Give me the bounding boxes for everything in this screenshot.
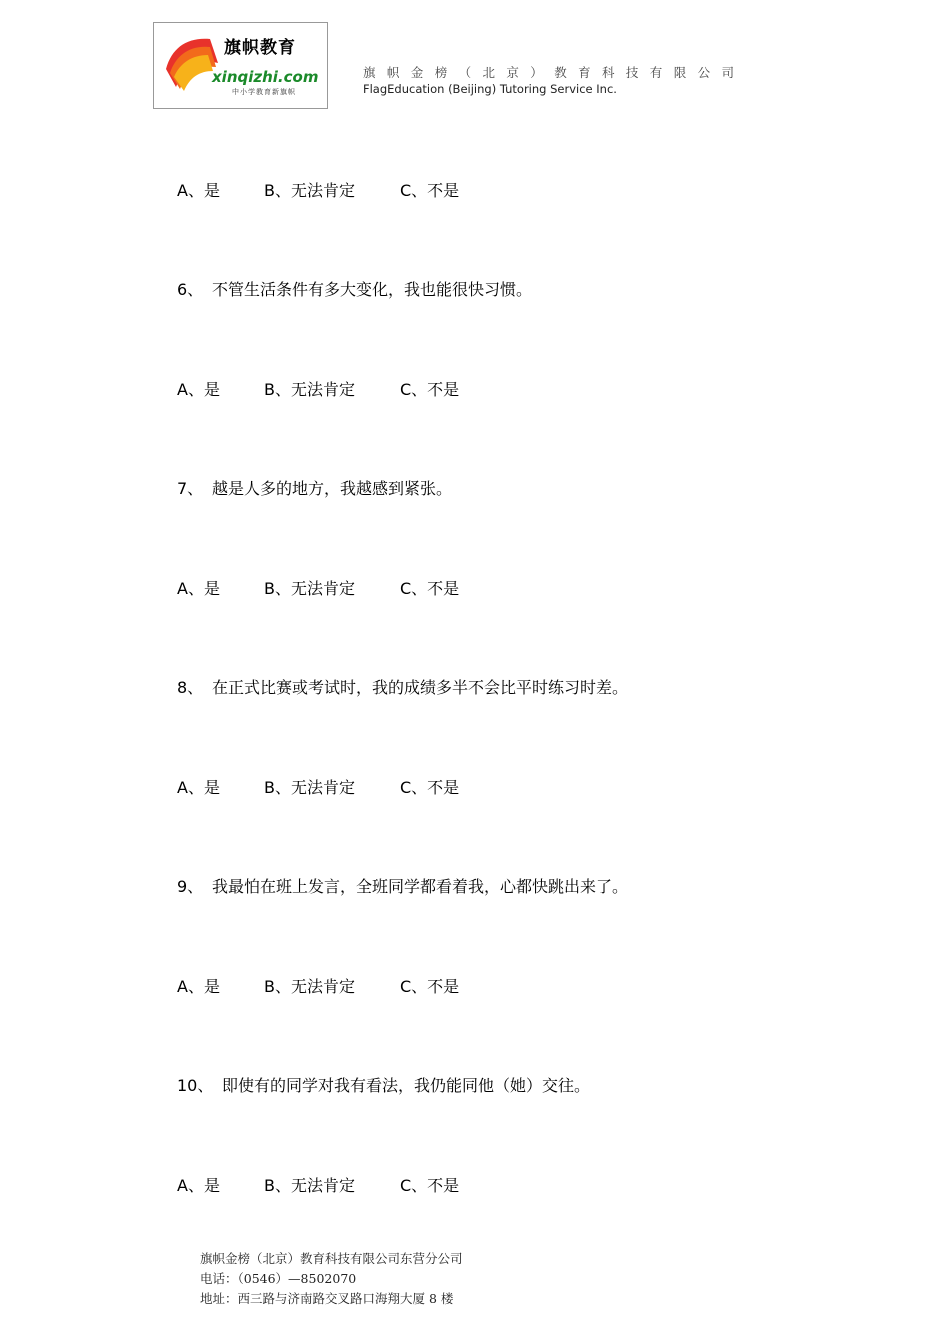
- question-text: 不管生活条件有多大变化，我也能很快习惯。: [212, 280, 533, 299]
- option-c: C、不是: [400, 181, 460, 200]
- option-c: C、不是: [400, 977, 460, 996]
- option-c: C、不是: [400, 380, 460, 399]
- option-c: C、不是: [400, 1176, 460, 1195]
- option-b: B、无法肯定: [264, 977, 355, 996]
- option-c: C、不是: [400, 778, 460, 797]
- option-b: B、无法肯定: [264, 1176, 355, 1195]
- option-b: B、无法肯定: [264, 380, 355, 399]
- option-a: A、是: [177, 380, 220, 399]
- company-name-cn: 旗帜金榜（北京）教育科技有限公司: [363, 65, 746, 80]
- option-a: A、是: [177, 579, 220, 598]
- question-number: 7、: [177, 479, 204, 498]
- option-a: A、是: [177, 1176, 220, 1195]
- question-item: [177, 675, 628, 698]
- question-text: 在正式比赛或考试时，我的成绩多半不会比平时练习时差。: [212, 678, 629, 697]
- question-text: 我最怕在班上发言，全班同学都看着我，心都快跳出来了。: [212, 877, 629, 896]
- footer-phone: 电话：（0546）—8502070: [200, 1271, 357, 1286]
- logo-brand-en: xinqizhi.com: [212, 68, 319, 86]
- question-item: [177, 874, 628, 897]
- footer-company: 旗帜金榜（北京）教育科技有限公司东营分公司: [200, 1251, 463, 1266]
- option-a: A、是: [177, 778, 220, 797]
- page-footer: [200, 1249, 463, 1309]
- question-text: 越是人多的地方，我越感到紧张。: [212, 479, 453, 498]
- question-number: 10、: [177, 1076, 214, 1095]
- option-b: B、无法肯定: [264, 579, 355, 598]
- question-number: 6、: [177, 280, 204, 299]
- question-number: 9、: [177, 877, 204, 896]
- option-b: B、无法肯定: [264, 181, 355, 200]
- flag-logo-icon: [158, 29, 228, 99]
- footer-address: 地址：西三路与济南路交叉路口海翔大厦 8 楼: [200, 1291, 454, 1306]
- question-item: [177, 277, 532, 300]
- question-item: [177, 1073, 590, 1096]
- question-item: [177, 476, 452, 499]
- company-logo: [153, 22, 328, 109]
- question-text: 即使有的同学对我有看法，我仍能同他（她）交往。: [222, 1076, 591, 1095]
- logo-slogan: 中小学教育新旗帜: [232, 88, 296, 96]
- option-a: A、是: [177, 977, 220, 996]
- question-number: 8、: [177, 678, 204, 697]
- option-c: C、不是: [400, 579, 460, 598]
- option-b: B、无法肯定: [264, 778, 355, 797]
- company-name-en: FlagEducation (Beijing) Tutoring Service Inc.: [363, 82, 617, 96]
- logo-brand-cn: 旗帜教育: [224, 38, 296, 58]
- option-a: A、是: [177, 181, 220, 200]
